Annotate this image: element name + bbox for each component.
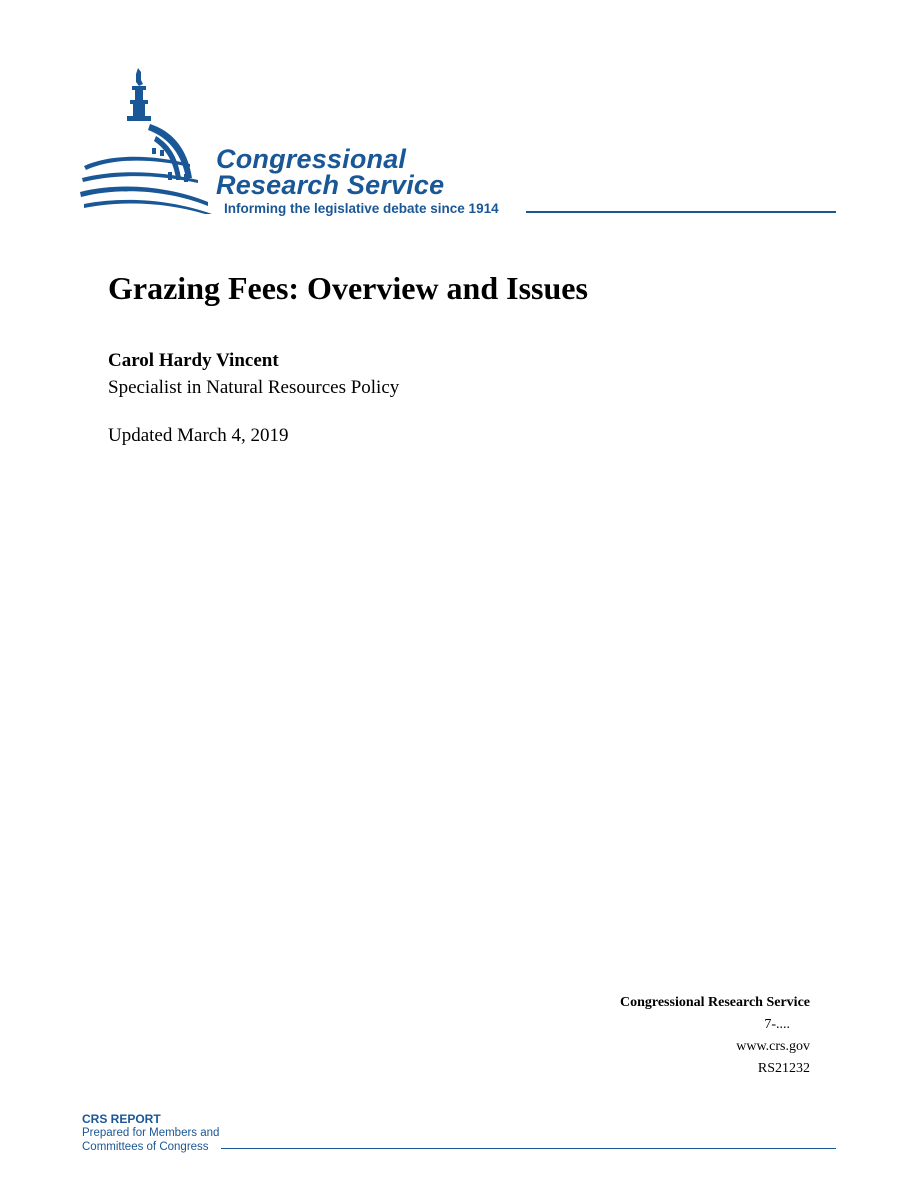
publisher-block [620, 992, 810, 1080]
logo-divider [526, 211, 836, 213]
publisher-organization: Congressional Research Service [619, 995, 810, 1010]
author-title: Specialist in Natural Resources Policy [108, 377, 400, 398]
capitol-dome-icon [80, 66, 220, 216]
footer-line-2: Committees of Congress [82, 1141, 209, 1153]
footer-label: CRS REPORT [82, 1112, 161, 1126]
website-link[interactable]: www.crs.gov [736, 1039, 810, 1054]
crs-report-footer [82, 1112, 219, 1154]
logo-name-line-1: Congressional [216, 144, 407, 174]
footer-divider [221, 1148, 836, 1149]
logo-name-line-2: Research Service [216, 170, 445, 200]
report-code: 7-.... [764, 1017, 790, 1032]
report-number: RS21232 [757, 1061, 810, 1076]
logo-tagline: Informing the legislative debate since 1914 [224, 201, 499, 216]
report-title: Grazing Fees: Overview and Issues [108, 270, 588, 306]
crs-logo [80, 66, 840, 226]
logo-name [216, 146, 444, 198]
updated-date: Updated March 4, 2019 [108, 425, 289, 446]
footer-line-1: Prepared for Members and [82, 1127, 220, 1139]
author-name: Carol Hardy Vincent [108, 350, 279, 371]
